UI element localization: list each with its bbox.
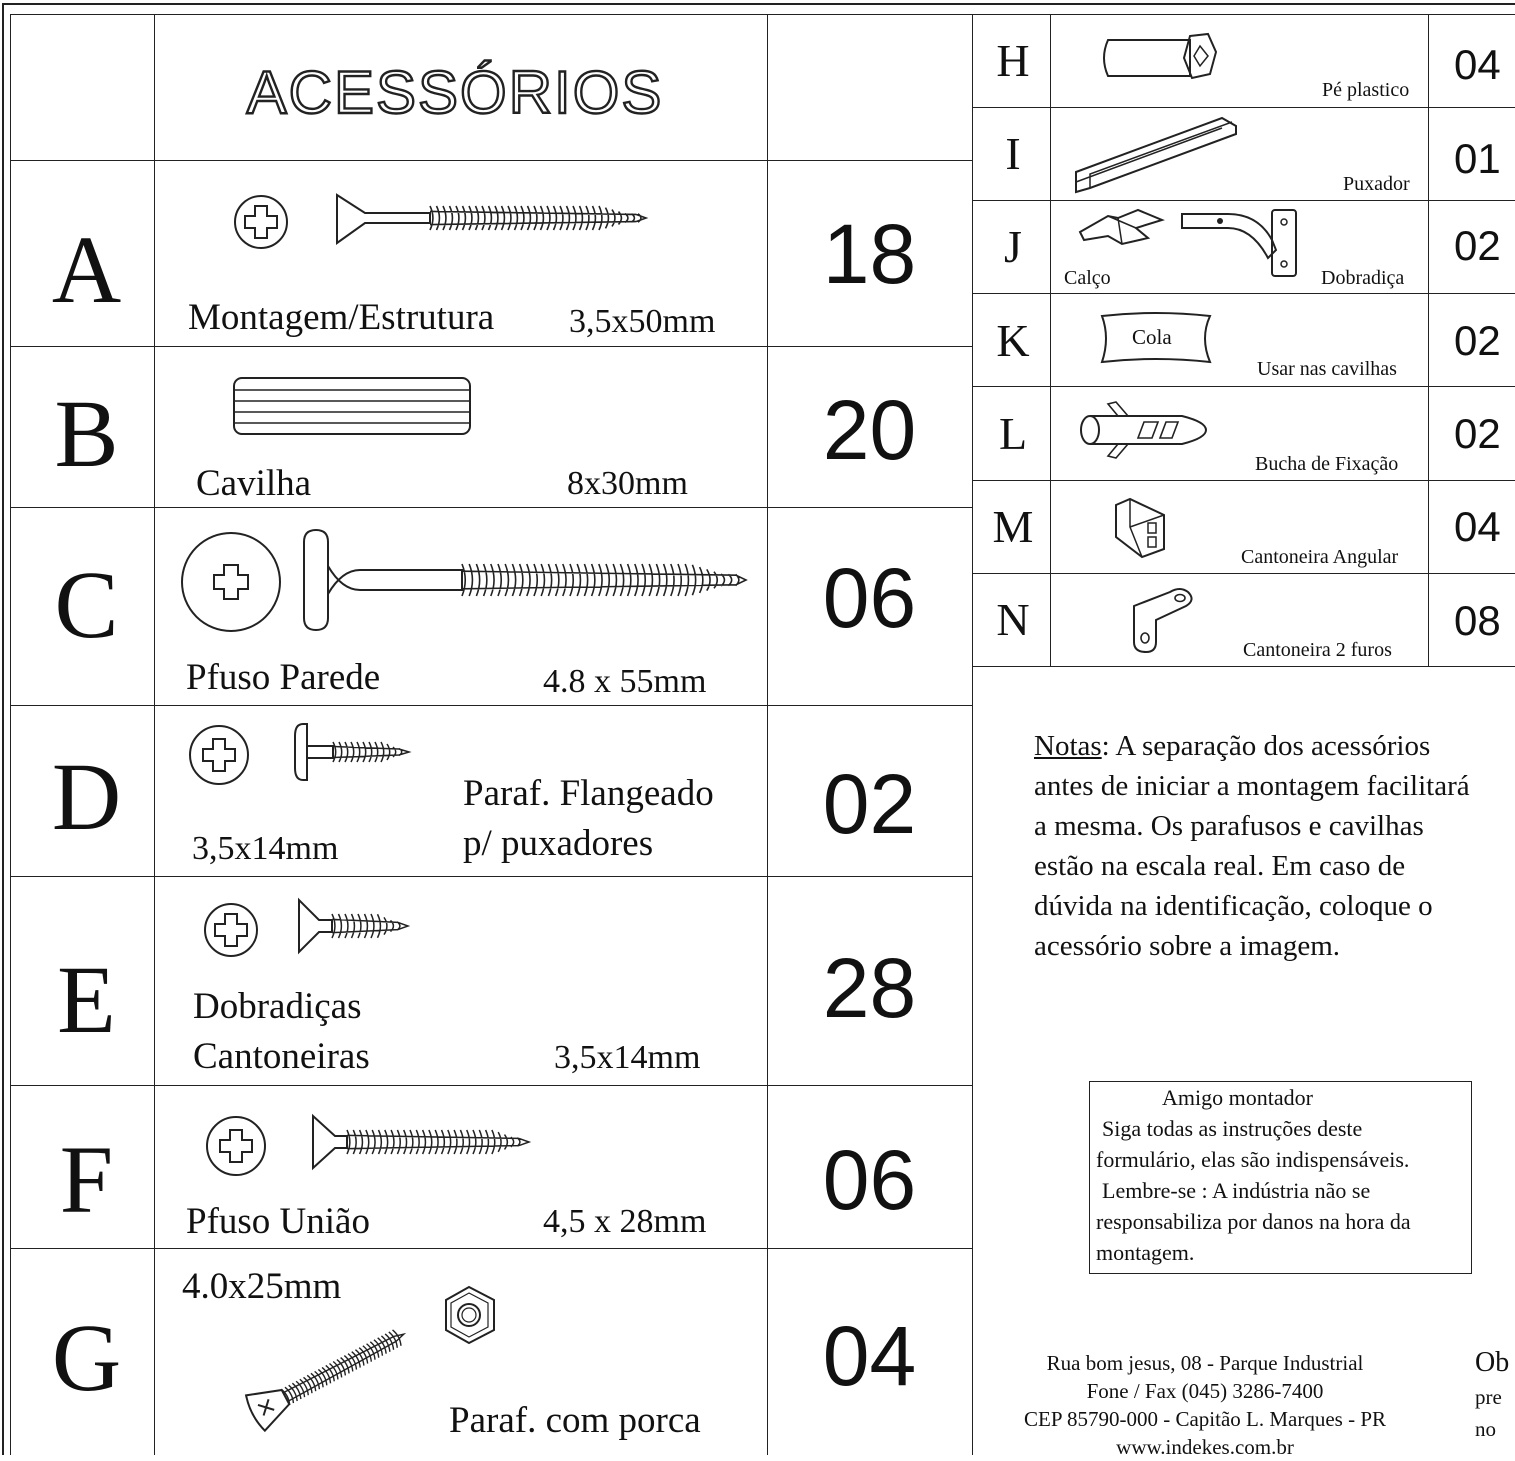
item-letter-a: A [51,216,122,323]
page-title [200,55,710,125]
item-size-b: 8x30mm [567,465,688,502]
assembly-notes [1034,726,1515,966]
row-divider [972,666,1515,667]
item-letter-n: N [996,594,1030,645]
item-label-l: Bucha de Fixação [1255,453,1399,475]
notice-line: Lembre-se : A indústria não se [1102,1178,1371,1203]
notice-line: responsabiliza por danos na hora da [1096,1209,1411,1234]
item-qty-n: 08 [1454,597,1501,644]
website-link[interactable]: www.indekes.com.br [1116,1435,1294,1459]
item-letter-c: C [54,551,119,658]
item-letter-e: E [57,946,116,1053]
item-qty-l: 02 [1454,410,1501,457]
notes-line: a mesma. Os parafusos e cavilhas [1034,810,1424,842]
observation-line: no [1475,1417,1496,1441]
item-size-g: 4.0x25mm [182,1266,342,1307]
item-letter-f: F [59,1126,114,1233]
column-divider [972,14,973,1455]
notice-line: formulário, elas são indispensáveis. [1096,1147,1410,1172]
observation-line: Ob [1475,1347,1510,1378]
address-line: Fone / Fax (045) 3286-7400 [1086,1379,1324,1403]
item-letter-l: L [998,408,1028,459]
row-divider [10,507,972,508]
item-label-m: Cantoneira Angular [1241,546,1399,568]
notes-line: estão na escala real. Em caso de [1034,850,1406,882]
address-line: CEP 85790-000 - Capitão L. Marques - PR [1023,1407,1387,1431]
observation-note [1475,1345,1509,1445]
page-border-left [2,3,4,1455]
item-label-c: Pfuso Parede [186,657,381,698]
notes-line: Notas: A separação dos acessórios [1034,730,1431,762]
item-label-i: Puxador [1343,173,1410,195]
notes-heading: Notas [1034,730,1102,762]
item-qty-h: 04 [1454,41,1501,88]
row-divider [972,573,1515,574]
item-qty-a: 18 [822,207,917,301]
phillips-screw-head-icon [232,193,290,251]
item-qty-i: 01 [1454,135,1501,182]
item-qty-j: 02 [1454,222,1501,269]
item-label-n: Cantoneira 2 furos [1243,639,1392,661]
item-label-e-2: Cantoneiras [193,1036,370,1077]
item-qty-d: 02 [822,757,917,851]
item-letter-k: K [996,315,1030,366]
phillips-screw-head-icon [180,531,282,633]
angle-bracket-icon [1112,497,1168,559]
phillips-screw-head-icon [205,1115,267,1177]
plastic-foot-icon [1098,32,1220,84]
table-border-left [10,14,11,1455]
item-letter-h: H [996,35,1030,86]
row-divider [972,293,1515,294]
wood-screw-icon [302,528,752,633]
item-letter-m: M [992,501,1034,552]
flange-screw-icon [293,722,413,782]
notice-line: Amigo montador [1162,1085,1313,1110]
item-label-e: Dobradiças [193,986,362,1027]
item-qty-k: 02 [1454,317,1501,364]
item-label-d-2: p/ puxadores [463,823,654,864]
item-label-d: Paraf. Flangeado [463,773,714,814]
notice-box [1089,1081,1472,1274]
hinge-icon [1180,206,1300,278]
item-size-c: 4.8 x 55mm [543,663,707,700]
notes-line: dúvida na identificação, coloque o [1034,890,1433,922]
svg-text:ACESSÓRIOS: ACESSÓRIOS [246,59,664,126]
item-qty-f: 06 [822,1133,917,1227]
phillips-screw-head-icon [188,724,250,786]
item-size-e: 3,5x14mm [554,1039,701,1076]
item-letter-b: B [54,380,119,487]
item-label-b: Cavilha [196,463,312,504]
item-qty-b: 20 [822,383,917,477]
notice-line: montagem. [1096,1240,1195,1265]
item-label-h: Pé plastico [1322,79,1410,101]
item-qty-e: 28 [822,941,917,1035]
handle-rail-icon [1072,112,1240,197]
address-line: Rua bom jesus, 08 - Parque Industrial [1046,1351,1364,1375]
two-hole-bracket-icon [1130,586,1196,656]
row-divider [10,1085,972,1086]
item-label-a: Montagem/Estrutura [188,297,495,338]
wood-screw-icon [297,898,412,954]
item-qty-c: 06 [822,551,917,645]
wood-screw-icon [311,1114,531,1170]
company-address [990,1349,1420,1461]
row-divider [972,200,1515,201]
row-divider [972,480,1515,481]
row-divider [10,346,972,347]
item-size-a: 3,5x50mm [569,303,716,340]
wall-anchor-icon [1078,400,1210,458]
row-divider [10,876,972,877]
row-divider [10,160,972,161]
notes-line: acessório sobre a imagem. [1034,930,1341,962]
page-border-top [2,3,1515,5]
notes-line: antes de iniciar a montagem facilitará [1034,770,1470,802]
item-letter-i: I [1005,128,1021,179]
row-divider [10,1248,972,1249]
row-divider [10,705,972,706]
observation-line: pre [1475,1385,1502,1409]
item-label-g: Paraf. com porca [449,1400,701,1441]
phillips-screw-head-icon [203,902,259,958]
item-label-f: Pfuso União [186,1201,370,1242]
item-size-f: 4,5 x 28mm [543,1203,707,1240]
item-label-j-left: Calço [1064,267,1111,289]
item-letter-j: J [1004,221,1022,272]
row-divider [972,107,1515,108]
mounting-plate-icon [1078,208,1166,246]
machine-screw-icon [240,1325,415,1425]
item-label-j: Dobradiça [1321,267,1405,289]
hex-nut-icon [442,1285,497,1347]
wood-screw-icon [335,193,655,245]
item-letter-d: D [51,743,122,850]
notice-line: Siga todas as instruções deste [1102,1116,1363,1141]
row-divider [972,386,1515,387]
item-label-k: Usar nas cavilhas [1257,358,1397,380]
item-letter-g: G [51,1304,122,1411]
dowel-icon [230,375,475,437]
item-size-d: 3,5x14mm [192,830,339,867]
item-qty-m: 04 [1454,503,1501,550]
table-border-top [10,14,1515,15]
item-qty-g: 04 [822,1309,917,1403]
glue-tag-label: Cola [1132,325,1172,349]
